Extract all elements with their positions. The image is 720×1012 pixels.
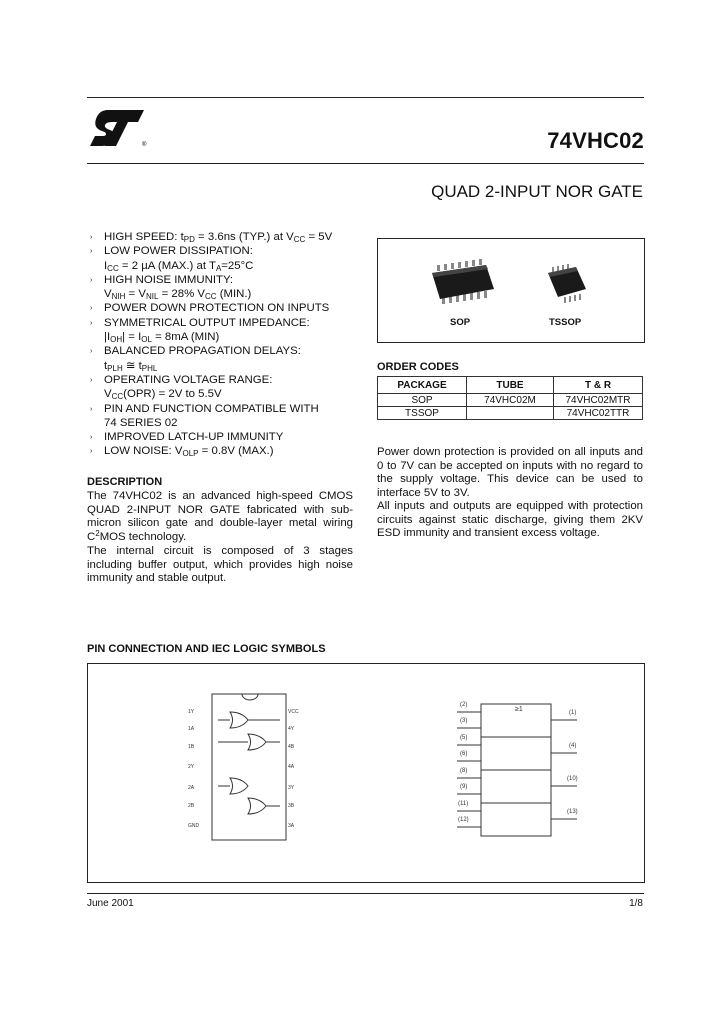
part-number: 74VHC02	[547, 128, 644, 153]
pin-label-1a: 1A	[188, 726, 195, 732]
description-paragraph-1: The 74VHC02 is an advanced high-speed CMOS QUAD 2-INPUT NOR GATE fabricated with sub-micron silicon gate and double-layer metal wiring $C^2MOS$ technology.	[87, 490, 353, 543]
feature-low-power-detail: $I_{CC} = 2$ µA (MAX.) at $T_A=25^\circ C$	[104, 259, 254, 273]
column-header-package: PACKAGE	[378, 377, 467, 394]
iec-output-label: (1)	[569, 710, 577, 716]
tssop-package-image	[546, 263, 592, 307]
table-cell: TSSOP	[378, 407, 467, 420]
table-header-row	[378, 377, 643, 394]
feature-latch-up: › IMPROVED LATCH-UP IMMUNITY	[87, 430, 367, 444]
feature-list	[87, 230, 367, 459]
feature-voltage-range: › OPERATING VOLTAGE RANGE:	[87, 373, 367, 387]
iec-input-label: (6)	[460, 751, 468, 757]
iec-output-label: (10)	[567, 776, 578, 782]
right-paragraph-1: Power down protection is provided on all inputs and 0 to 7V can be accepted on inputs with no regard to the supply voltage. This device can be used to interface 5V to 3V.	[377, 446, 643, 499]
iec-symbol-label: ≥1	[515, 706, 523, 713]
st-logo	[88, 106, 154, 150]
pin-label-1b: 1B	[188, 744, 195, 750]
pin-label-vcc: VCC	[288, 709, 299, 715]
iec-input-label: (3)	[460, 718, 468, 724]
iec-input-label: (5)	[460, 735, 468, 741]
footer-date: June 2001	[87, 898, 134, 909]
pin-label-gnd: GND	[188, 823, 200, 829]
package-images-box	[377, 238, 645, 343]
iec-input-label: (8)	[460, 768, 468, 774]
right-paragraph-2: All inputs and outputs are equipped with protection circuits against static discharge, giving them 2KV ESD immunity and transient excess voltage.	[377, 500, 643, 540]
sop-label: SOP	[450, 317, 471, 328]
page-subtitle: QUAD 2-INPUT NOR GATE	[431, 182, 643, 201]
feature-noise-immunity: › HIGH NOISE IMMUNITY:	[87, 273, 367, 287]
feature-balanced: › BALANCED PROPAGATION DELAYS:	[87, 344, 367, 358]
description-title: DESCRIPTION	[87, 476, 163, 488]
pin-connection-figure	[87, 663, 645, 883]
order-codes-table	[377, 376, 643, 420]
sop-package-image	[428, 259, 498, 311]
pin-label-2y: 2Y	[188, 764, 195, 770]
header-rule	[87, 163, 644, 164]
feature-high-speed: › HIGH SPEED: $t_{PD} = 3.6ns$ (TYP.) at $V_{CC} = 5V$	[87, 230, 367, 244]
table-cell: 74VHC02TTR	[554, 407, 643, 420]
table-cell: 74VHC02MTR	[554, 394, 643, 407]
pin-label-1y: 1Y	[188, 709, 195, 715]
pin-label-4y: 4Y	[288, 726, 295, 732]
svg-text:®: ®	[142, 142, 147, 148]
footer-rule	[87, 893, 644, 894]
pin-label-3a: 3A	[288, 823, 295, 829]
column-header-tr: T & R	[554, 377, 643, 394]
feature-voltage-detail: $V_{CC}(OPR) = 2V$ to 5.5V	[104, 388, 222, 402]
feature-balanced-detail: $t_{PLH}$ ≅ $t_{PHL}$	[104, 359, 158, 373]
footer-page-number: 1/8	[629, 898, 643, 909]
iec-output-label: (13)	[567, 809, 578, 815]
pin-connection-title: PIN CONNECTION AND IEC LOGIC SYMBOLS	[87, 643, 326, 655]
feature-power-down: › POWER DOWN PROTECTION ON INPUTS	[87, 301, 367, 315]
description-paragraph-2: The internal circuit is composed of 3 stages including buffer output, which provides high noise immunity and stable output.	[87, 545, 353, 585]
pin-label-3y: 3Y	[288, 785, 295, 791]
table-row	[378, 394, 643, 407]
top-rule	[87, 97, 644, 98]
tssop-label: TSSOP	[549, 317, 582, 328]
feature-low-power: › LOW POWER DISSIPATION:	[87, 244, 367, 258]
pin-label-4a: 4A	[288, 764, 295, 770]
iec-input-label: (11)	[458, 801, 469, 807]
pin-label-2b: 2B	[188, 803, 195, 809]
iec-input-label: (9)	[460, 784, 468, 790]
iec-output-label: (4)	[569, 743, 577, 749]
table-row	[378, 407, 643, 420]
order-codes-title: ORDER CODES	[377, 361, 459, 373]
pin-label-4b: 4B	[288, 744, 295, 750]
feature-noise-detail: $V_{NIH} = V_{NIL} = 28\%$ $V_{CC}$ (MIN.)	[104, 288, 252, 302]
feature-pin-compatible: › PIN AND FUNCTION COMPATIBLE WITH	[87, 402, 367, 416]
feature-low-noise: › LOW NOISE: $V_{OLP} = 0.8V$ (MAX.)	[87, 444, 367, 458]
column-header-tube: TUBE	[467, 377, 554, 394]
feature-symmetrical-detail: $|I_{OH}| = I_{OL} = 8mA$ (MIN)	[104, 331, 220, 345]
pin-label-2a: 2A	[188, 785, 195, 791]
feature-symmetrical: › SYMMETRICAL OUTPUT IMPEDANCE:	[87, 316, 367, 330]
feature-pin-compatible-detail: 74 SERIES 02	[104, 416, 178, 429]
iec-input-label: (2)	[460, 702, 468, 708]
table-cell: 74VHC02M	[467, 394, 554, 407]
table-cell: SOP	[378, 394, 467, 407]
pin-label-3b: 3B	[288, 803, 295, 809]
iec-input-label: (12)	[458, 817, 469, 823]
table-cell	[467, 407, 554, 420]
